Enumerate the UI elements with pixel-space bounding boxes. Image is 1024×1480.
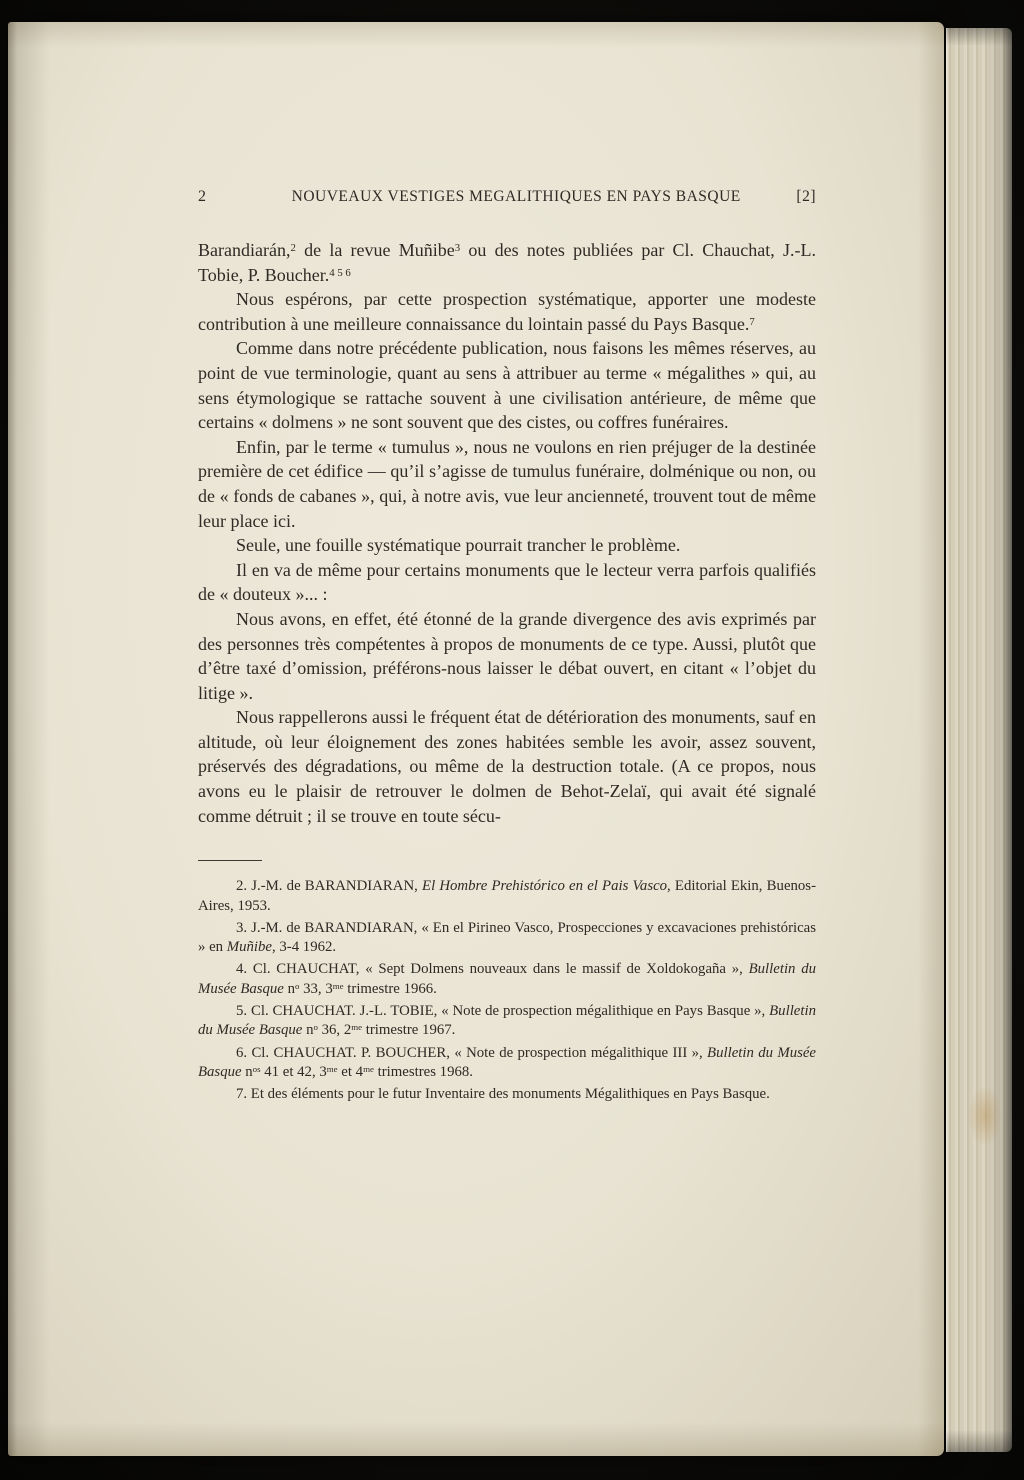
page-header <box>198 188 816 206</box>
footnote: 4. Cl. CHAUCHAT, « Sept Dolmens nouveaux dans le massif de Xoldokogaña », Bulletin du Musée Basque $n^o$ 33, $3^{me}$ trimestre 1966. <box>198 961 817 997</box>
paragraph: Il en va de même pour certains monuments que le lecteur verra parfois qualifiés de « douteux »... : <box>198 559 816 605</box>
footnote-separator <box>198 860 262 861</box>
footnotes <box>198 877 816 1104</box>
footnote: 2. J.-M. de BARANDIARAN, El Hombre Prehistórico en el Pais Vasco, Editorial Ekin, Buenos-Aires, 1953. <box>198 878 816 914</box>
paragraph: Comme dans notre précédente publication, nous faisons les mêmes réserves, au point de vue terminologie, quant au sens à attribuer au terme « mégalithes » qui, au sens étymologique se rattache souvent à une civilisation antérieure, de même que certains « dolmens » ne sont souvent que des cistes, ou coffres funéraires. <box>198 338 816 433</box>
body-text <box>198 238 816 828</box>
running-title: NOUVEAUX VESTIGES MEGALITHIQUES EN PAYS BASQUE <box>291 188 741 205</box>
superscript-ref: o <box>313 1022 318 1033</box>
italic-title: Bulletin du Musée Basque <box>198 961 817 997</box>
paragraph: Nous espérons, par cette prospection systématique, apporter une modeste contribution à une meilleure connaissance du lointain passé du Pays Basque.$^7$ <box>198 289 816 334</box>
superscript-ref: 3 <box>454 242 461 255</box>
superscript-ref: 2 <box>290 242 296 255</box>
superscript-ref: 4 5 6 <box>329 266 351 279</box>
italic-title: El Hombre Prehistórico en el Pais Vasco <box>422 878 668 895</box>
superscript-ref: 7 <box>749 315 755 328</box>
superscript-ref: me <box>332 980 344 991</box>
superscript-ref: o <box>295 980 300 991</box>
page-stain <box>968 1085 1002 1147</box>
bracket-folio: [2] <box>796 188 816 205</box>
page-edges <box>946 28 1012 1452</box>
paragraph: Barandiarán,$^2$ de la revue Muñibe$^3$ ou des notes publiées par Cl. Chauchat, J.-L. Tobie, P. Boucher.$^{4 5 6}$ <box>198 240 817 285</box>
italic-title: Bulletin du Musée Basque <box>198 1044 816 1080</box>
superscript-ref: me <box>351 1022 363 1033</box>
superscript-ref: me <box>326 1063 338 1074</box>
footnote: 3. J.-M. de BARANDIARAN, « En el Pirineo Vasco, Prospecciones y excavaciones prehistóricas » en Muñibe, 3-4 1962. <box>198 919 816 956</box>
footnote: 7. Et des éléments pour le futur Inventaire des monuments Mégalithiques en Pays Basque. <box>236 1086 770 1103</box>
footnote: 5. Cl. CHAUCHAT. J.-L. TOBIE, « Note de prospection mégalithique en Pays Basque », Bulletin du Musée Basque $n^o$ 36, $2^{me}$ trimestre 1967. <box>198 1003 816 1039</box>
paragraph: Nous avons, en effet, été étonné de la grande divergence des avis exprimés par des personnes très compétentes à propos de monuments de ce type. Aussi, plutôt que d’être taxé d’omission, préférons-nous laisser le débat ouvert, en citant « l’objet du litige ». <box>198 608 816 703</box>
superscript-ref: me <box>363 1063 374 1074</box>
paragraph: Nous rappellerons aussi le fréquent état de détérioration des monuments, sauf en altitude, où leur éloignement des zones habitées semble les avoir, assez souvent, préservés des dégradations, ou même de la destruction totale. (A ce propos, nous avons eu le plaisir de retrouver le dolmen de Behot-Zelaï, qui avait été signalé comme détruit ; il se trouve en toute sécu- <box>198 707 816 826</box>
superscript-ref: os <box>252 1063 261 1074</box>
footnote: 6. Cl. CHAUCHAT. P. BOUCHER, « Note de prospection mégalithique III », Bulletin du Musée Basque $n^{os}$ 41 et 42, $3^{me}$ et $4^{me}$ trimestres 1968. <box>198 1044 816 1080</box>
paragraph: Seule, une fouille systématique pourrait trancher le problème. <box>236 535 681 556</box>
folio-number: 2 <box>198 188 207 205</box>
book-page <box>8 22 944 1456</box>
page-content <box>198 188 816 1108</box>
paragraph: Enfin, par le terme « tumulus », nous ne voulons en rien préjuger de la destinée première de cet édifice — qu’il s’agisse de tumulus funéraire, dolménique ou non, ou de « fonds de cabanes », qui, à notre avis, vue leur ancienneté, trouvent tout de même leur place ici. <box>198 436 816 531</box>
italic-title: Bulletin du Musée Basque <box>198 1003 816 1039</box>
italic-title: Muñibe <box>226 939 272 956</box>
